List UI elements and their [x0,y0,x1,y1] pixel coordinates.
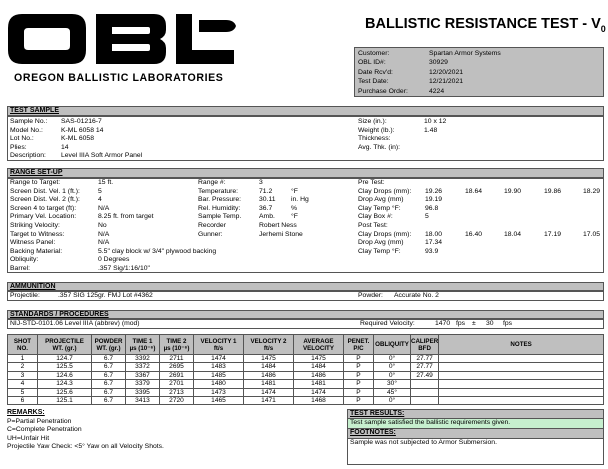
shot-cell: 4 [8,380,38,388]
shot-cell: 124.3 [38,380,92,388]
pre-test-field-label: Clay Drops (mm): [358,187,412,195]
range-field-label: Witness Panel: [10,239,56,247]
shot-cell: 27.49 [411,371,439,379]
shot-cell: 0° [374,355,411,363]
shot-cell: 0° [374,363,411,371]
standard-value: NIJ-STD-0101.06 Level IIIA (abbrev) (mod) [10,320,140,327]
shot-cell: 1480 [194,380,244,388]
pre-test-value: 19.19 [425,196,443,204]
projectile-value: .357 SIG 125gr. FMJ Lot #4362 [58,292,153,299]
header-field-label: Date Rcv'd: [358,68,393,76]
shot-cell: P [344,380,374,388]
shot-cell: 6.7 [92,371,126,379]
shot-table-header-line: OBLIQUITY [375,341,409,348]
shot-table-header [92,335,126,355]
sample-field-label: Sample No.: [10,118,48,125]
shot-cell: 1475 [244,355,294,363]
header-field-value: 12/20/2021 [429,68,464,76]
shot-cell: 3395 [126,388,160,396]
shot-cell: 1468 [294,397,344,405]
required-velocity-value: 1470 [435,320,451,327]
shot-table-header-line: VELOCITY 1 [200,337,237,345]
shot-table-header-line: ft/s [213,344,224,352]
shot-cell: P [344,355,374,363]
pre-test-field-label: Clay Temp °F: [358,204,401,212]
shot-cell: 2691 [160,371,194,379]
shot-table-header [8,335,38,355]
range-field-label: Target to Witness: [10,230,65,238]
shot-table-header [411,335,439,355]
shot-cell: 6.7 [92,388,126,396]
post-test-value: 17.34 [425,239,443,247]
tolerance-sign: ± [472,320,476,327]
range-field-value: N/A [98,239,110,247]
sample-field-value: K-ML 6058 [61,135,94,143]
shot-cell: 3413 [126,397,160,405]
shot-cell: 1481 [244,380,294,388]
test-sample-title: TEST SAMPLE [7,106,604,116]
header-field-label: Test Date: [358,78,389,86]
shot-cell: 3392 [126,355,160,363]
shot-table-header [344,335,374,355]
header-field-value: 12/21/2021 [429,78,464,86]
shot-table-header [38,335,92,355]
range-field-label: Sample Temp. [198,213,242,221]
sample-field-value: Level IIIA Soft Armor Panel [61,152,143,160]
footnotes-box [347,439,604,465]
shot-cell: 1473 [194,388,244,396]
header-field-label: Customer: [358,50,390,57]
shot-table-header-line: TIME 1 [132,337,153,345]
powder-label: Powder: [358,292,383,299]
shot-table-header-line: WT. (gr.) [96,344,121,352]
report-title-subscript: 0 [600,23,606,34]
header-field-label: Purchase Order: [358,87,408,95]
range-field-unit: in. Hg [291,196,309,204]
sample-field-value: SAS-01216-7 [61,118,102,125]
range-field-unit: °F [291,187,298,195]
remark-line: P=Partial Penetration [7,417,72,425]
post-test-value: 16.40 [465,230,483,238]
shot-table-header-line: PENET. [347,337,370,345]
shot-cell: 124.6 [38,371,92,379]
shot-table-header-line: WT. (gr.) [52,344,77,352]
shot-cell: 1484 [294,363,344,371]
range-field-value: 36.7 [259,204,273,212]
range-field-label: Recorder [198,222,226,229]
shot-table-header-line: AVERAGE [303,337,334,345]
range-field-unit: % [291,204,298,212]
range-field-value: 3 [259,179,263,186]
shot-cell: 3379 [126,380,160,388]
range-field-value: 5 [98,187,102,195]
standards-title: STANDARDS / PROCEDURES [7,310,604,319]
shot-row [8,363,604,371]
report-title [365,16,606,34]
shot-cell: 1483 [194,363,244,371]
shot-row [8,355,604,363]
shot-cell: 6.7 [92,355,126,363]
range-field-value: .357 Sig/1:16/10" [98,265,150,272]
shot-cell: 2701 [160,380,194,388]
shot-cell: 2695 [160,363,194,371]
shot-cell: 0° [374,397,411,405]
shot-cell: 2720 [160,397,194,405]
range-field-value: 4 [98,196,102,204]
post-test-field-label: Clay Drops (mm): [358,230,412,238]
pre-test-field-label: Drop Avg (mm) [358,196,404,204]
footnote-text: Sample was not subjected to Armor Submersion. [350,439,497,446]
shot-cell: 1465 [194,397,244,405]
sample-field-value: 14 [61,143,69,151]
shot-table-header-line: VELOCITY [303,344,334,352]
shot-table-header-line: CALIPER [411,337,439,345]
pre-test-label: Pre Test: [358,179,385,186]
post-test-value: 18.00 [425,230,443,238]
shot-row [8,397,604,405]
range-field-label: Backing Material: [10,247,63,255]
shot-cell: 2 [8,363,38,371]
range-field-value: 15 ft. [98,179,114,186]
shot-table-header-line: P/C [353,344,364,352]
shot-cell: 3372 [126,363,160,371]
shot-cell [439,397,604,405]
shot-table-header [244,335,294,355]
required-velocity-unit: fps [456,320,466,327]
range-field-label: Gunner: [198,230,223,238]
shot-cell [439,388,604,396]
shot-cell: 27.77 [411,355,439,363]
range-setup-title: RANGE SET-UP [7,168,604,178]
range-field-label: Rel. Humidity: [198,204,241,212]
projectile-label: Projectile: [10,292,40,299]
shot-cell: P [344,397,374,405]
post-test-value: 93.9 [425,247,439,255]
shot-cell: 0° [374,371,411,379]
range-field-value: 30.11 [259,196,276,204]
sample-field-label: Thickness: [358,135,391,143]
pre-test-value: 19.26 [425,187,443,195]
pre-test-value: 18.29 [583,187,601,195]
range-field-unit: °F [291,213,298,221]
footnotes-title: FOOTNOTES: [350,429,396,436]
shot-cell: 1474 [294,388,344,396]
range-field-label: Screen Dist. Vel. 1 (ft.): [10,187,80,195]
shot-cell: 125.5 [38,363,92,371]
obl-logo [4,8,236,90]
header-field-label: OBL ID#: [358,59,386,67]
shot-row [8,371,604,379]
sample-field-label: Avg. Thk. (in): [358,143,401,151]
range-field-value: 8.25 ft. from target [98,213,154,221]
shot-row [8,380,604,388]
ammunition-title: AMMUNITION [7,282,604,291]
pre-test-value: 19.90 [504,187,522,195]
range-field-label: Screen Dist. Vel. 2 (ft.): [10,196,80,204]
shot-cell: 6.7 [92,363,126,371]
shot-table-header-line: BFD [418,344,431,352]
header-field-value: Spartan Armor Systems [429,50,501,57]
shot-table-header [294,335,344,355]
shot-cell [411,380,439,388]
range-field-label: Bar. Pressure: [198,196,242,204]
range-field-value: N/A [98,230,110,238]
shot-cell: 1481 [294,380,344,388]
pre-test-value: 18.64 [465,187,483,195]
powder-value: Accurate No. 2 [394,292,439,299]
pre-test-value: 96.8 [425,204,439,212]
shot-cell [439,355,604,363]
sample-field-label: Model No.: [10,126,43,134]
range-field-value: 0 Degrees [98,256,130,264]
range-field-value: N/A [98,204,110,212]
sample-field-value: 1.48 [424,126,438,134]
tolerance-unit: fps [503,320,513,327]
range-field-label: Range #: [198,179,226,186]
shot-cell: 1486 [244,371,294,379]
obl-logo-mark [4,8,236,70]
remark-line: Projectile Yaw Check: <5° Yaw on all Velocity Shots. [7,443,164,451]
shot-cell: 125.6 [38,388,92,396]
post-test-value: 17.19 [544,230,562,238]
shot-table-header-line: POWDER [94,337,123,345]
shot-table-header [439,335,604,355]
shot-cell: 45° [374,388,411,396]
test-results-section [347,409,604,419]
shot-cell: 3 [8,371,38,379]
shot-cell [439,371,604,379]
shot-table [7,334,604,405]
range-field-label: Striking Velocity: [10,222,60,229]
post-test-field-label: Clay Temp °F: [358,247,401,255]
sample-field-label: Size (in.): [358,118,387,125]
shot-cell: 1486 [294,371,344,379]
report-title-text: BALLISTIC RESISTANCE TEST - V [365,16,601,32]
post-test-value: 18.04 [504,230,522,238]
range-field-label: Range to Target: [10,179,61,186]
shot-cell: 1475 [294,355,344,363]
shot-cell [411,397,439,405]
range-field-value: 71.2 [259,187,273,195]
sample-field-value: K-ML 6058 14 [61,126,104,134]
shot-cell: 1484 [244,363,294,371]
remarks-title: REMARKS: [7,409,45,416]
range-field-value: Amb. [259,213,275,221]
range-setup-section [7,178,604,273]
shot-cell: 1471 [244,397,294,405]
shot-cell [411,388,439,396]
shot-cell: P [344,363,374,371]
shot-table-header-line: µs (10⁻⁶) [129,344,156,352]
range-field-label: Barrel: [10,265,31,272]
tolerance-value: 30 [486,320,494,327]
remark-line: UH=Unfair Hit [7,434,50,442]
shot-cell: 3367 [126,371,160,379]
shot-cell: 30° [374,380,411,388]
sample-field-label: Description: [10,152,46,160]
post-test-value: 17.05 [583,230,601,238]
test-sample-section [7,116,604,161]
range-field-label: Temperature: [198,187,239,195]
remark-line: C=Complete Penetration [7,426,82,434]
lab-name: OREGON BALLISTIC LABORATORIES [14,72,224,84]
sample-field-label: Weight (lb.): [358,126,395,134]
shot-cell: 6.7 [92,397,126,405]
range-field-label: Screen 4 to target (ft): [10,204,77,212]
shot-table-header-line: PROJECTILE [45,337,84,345]
range-field-value: Jerhemi Stone [259,230,303,238]
shot-cell: 6.7 [92,380,126,388]
standards-section [7,319,604,329]
shot-table-header [126,335,160,355]
test-result-text: Test sample satisfied the ballistic requirements given. [350,419,511,426]
shot-cell: 27.77 [411,363,439,371]
shot-table-header [374,335,411,355]
sample-field-label: Plies: [10,143,27,151]
shot-cell: 1 [8,355,38,363]
shot-cell: 125.1 [38,397,92,405]
shot-cell: 1474 [194,355,244,363]
shot-table-header-line: TIME 2 [166,337,187,345]
shot-table-header-line: VELOCITY 2 [250,337,287,345]
shot-cell [439,380,604,388]
shot-cell: 5 [8,388,38,396]
shot-table-header-line: µs (10⁻⁶) [163,344,190,352]
range-field-label: Primary Vel. Location: [10,213,77,221]
remarks-section [7,409,347,465]
ammunition-section [7,291,604,301]
shot-table-header-line: SHOT [13,337,32,345]
shot-cell: 1474 [244,388,294,396]
sample-field-label: Lot No.: [10,135,34,143]
shot-cell: 1485 [194,371,244,379]
shot-table-header [160,335,194,355]
shot-cell: P [344,388,374,396]
header-field-value: 4224 [429,87,445,95]
shot-cell: 2713 [160,388,194,396]
shot-table-header-line: NOTES [510,341,532,348]
range-field-label: Obliquity: [10,256,39,264]
shot-table-header [194,335,244,355]
test-results-title: TEST RESULTS: [350,410,405,417]
pre-test-value: 19.86 [544,187,562,195]
required-velocity-label: Required Velocity: [360,320,415,327]
shot-cell [439,363,604,371]
pre-test-value: 5 [425,213,429,221]
shot-row [8,388,604,396]
shot-cell: 124.7 [38,355,92,363]
shot-table-header-line: ft/s [263,344,274,352]
post-test-field-label: Drop Avg (mm) [358,239,404,247]
header-info-box [354,47,604,97]
shot-cell: P [344,371,374,379]
shot-cell: 6 [8,397,38,405]
footnotes-header [347,429,604,439]
pre-test-field-label: Clay Box #: [358,213,393,221]
sample-field-value: 10 x 12 [424,118,447,125]
test-result-box [347,419,604,429]
header-field-value: 30929 [429,59,448,67]
shot-cell: 2711 [160,355,194,363]
range-field-value: Robert Ness [259,222,297,229]
range-field-value: 5.5" clay block w/ 3/4" plywood backing [98,247,217,255]
shot-table-header-line: NO. [16,344,28,352]
range-field-value: No [98,222,107,229]
post-test-label: Post Test: [358,222,388,229]
